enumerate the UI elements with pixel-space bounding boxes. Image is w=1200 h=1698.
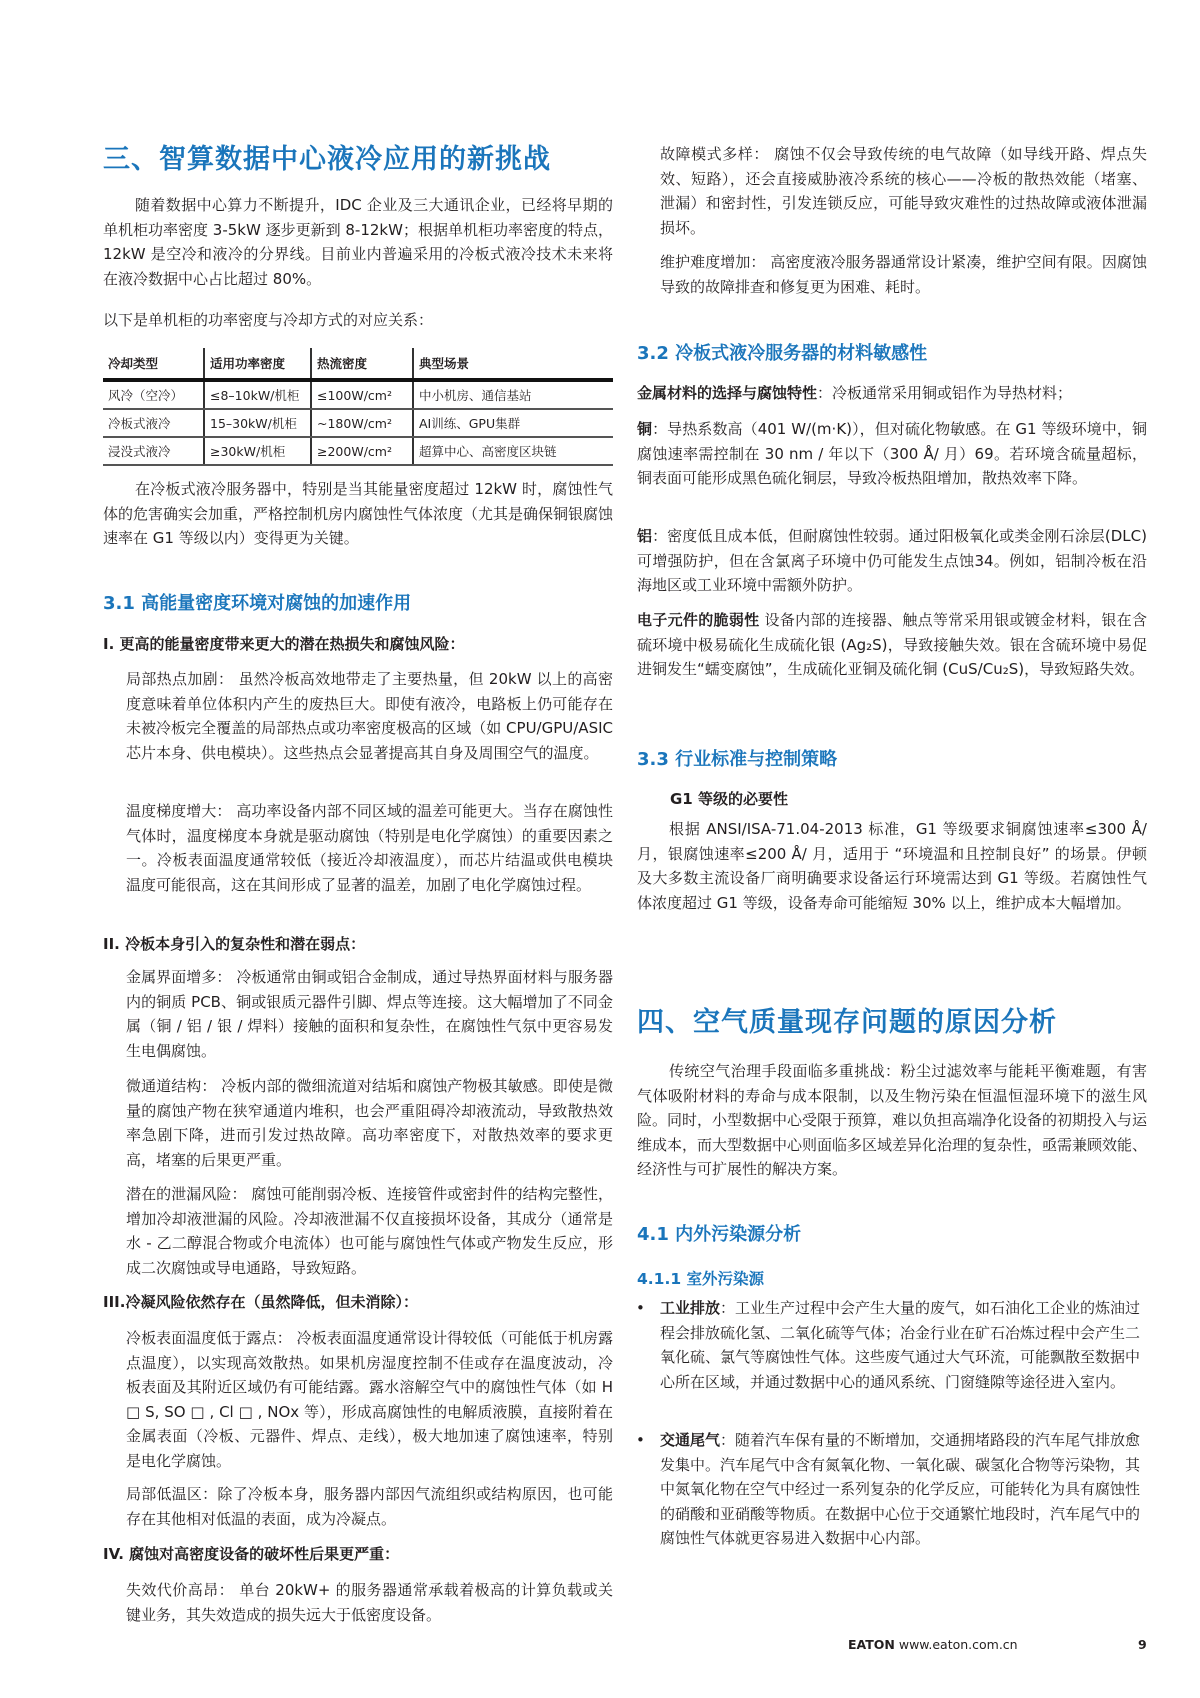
bold-label: 工业排放 — [660, 1299, 721, 1317]
footer — [848, 1637, 1018, 1652]
text: ：工业生产过程中会产生大量的废气，如石油化工企业的炼油过程会排放硫化氢、二氧化硫等气体；冶金行业在矿石冶炼过程中会产生二氧化硫、氯气等腐蚀性气体。这些废气通过大气环流，可能飘散至数据中心所在区域，并通过数据中心的通风系统、门窗缝隙等途径进入室内。 — [660, 1299, 1141, 1391]
brand-logo: EATON — [848, 1637, 895, 1652]
paragraph: 传统空气治理手段面临多重挑战：粉尘过滤效率与能耗平衡难题，有害气体吸附材料的寿命与成本限制，以及生物污染在恒温恒湿环境下的滋生风险。同时，小型数据中心受限于预算，难以负担高端净化设备的初期投入与运维成本，而大型数据中心则面临多区域差异化治理的复杂性，亟需兼顾效能、经济性与可扩展性的解决方案。 — [637, 1062, 1148, 1178]
item-heading: G1 等级的必要性 — [670, 790, 788, 808]
text: ：导热系数高（401 W/(m·K)），但对硫化物敏感。在 G1 等级环境中，铜腐蚀速率需控制在 30 nm / 年以下（300 Å/ 月）69。若环境含硫量超标，铜表面可能形成黑色硫化铜层，导致冷板热阻增加，散热效率下降。 — [637, 420, 1147, 487]
bold-label: 铝 — [637, 527, 653, 545]
paragraph: 微通道结构： 冷板内部的微细流道对结垢和腐蚀产物极其敏感。即使是微量的腐蚀产物在狭窄通道内堆积，也会严重阻碍冷却液流动，导致散热效率急剧下降，进而引发过热故障。高功率密度下，对散热效率的要求更高，堵塞的后果更严重。 — [126, 1077, 613, 1169]
paragraph: 潜在的泄漏风险： 腐蚀可能削弱冷板、连接管件或密封件的结构完整性，增加冷却液泄漏的风险。冷却液泄漏不仅直接损坏设备，其成分（通常是水 - 乙二醇混合物或介电流体）也可能与腐蚀性气体或产物发生反应，形成二次腐蚀或导电通路，导致短路。 — [126, 1185, 613, 1277]
table-cell: ≤100W/cm² — [311, 380, 413, 409]
table-header: 热流密度 — [311, 348, 413, 380]
subsection-title: 3.2 冷板式液冷服务器的材料敏感性 — [637, 343, 928, 364]
subsection-title: 3.3 行业标准与控制策略 — [637, 749, 838, 770]
table-cell: 风冷（空冷） — [103, 380, 204, 409]
text: 设备内部的连接器、触点等常采用银或镀金材料，银在含硫环境中极易硫化生成硫化银 (Ag₂S)，导致接触失效。银在含硫环境中易促进铜发生“蠕变腐蚀”，生成硫化亚铜及硫化铜 (CuS/Cu₂S)，导致短路失效。 — [637, 611, 1147, 678]
table-cell: ≥30kW/机柜 — [204, 437, 311, 465]
paragraph: 温度梯度增大： 高功率设备内部不同区域的温差可能更大。当存在腐蚀性气体时，温度梯度本身就是驱动腐蚀（特别是电化学腐蚀）的重要因素之一。冷板表面温度通常较低（接近冷却液温度），而芯片结温或供电模块温度可能很高，这在其间形成了显著的温差，加剧了电化学腐蚀过程。 — [126, 802, 613, 894]
table-header: 冷却类型 — [103, 348, 204, 380]
table-cell: ≥200W/cm² — [311, 437, 413, 465]
table-intro: 以下是单机柜的功率密度与冷却方式的对应关系： — [103, 311, 434, 329]
paragraph: 维护难度增加： 高密度液冷服务器通常设计紧凑，维护空间有限。因腐蚀导致的故障排查和修复更为困难、耗时。 — [660, 253, 1147, 296]
bold-label: 交通尾气 — [660, 1431, 721, 1449]
page-number: 9 — [1138, 1637, 1147, 1652]
bold-label: 铜 — [637, 420, 653, 438]
paragraph: 失效代价高昂： 单台 20kW+ 的服务器通常承载着极高的计算负载或关键业务，其失效造成的损失远大于低密度设备。 — [126, 1581, 613, 1624]
list-item — [636, 1428, 1147, 1551]
table-row — [103, 437, 613, 465]
bold-label: 金属材料的选择与腐蚀特性 — [637, 384, 818, 402]
subsubsection-title: 4.1.1 室外污染源 — [637, 1270, 765, 1288]
paragraph — [637, 381, 1147, 406]
text: ：随着汽车保有量的不断增加，交通拥堵路段的汽车尾气排放愈发集中。汽车尾气中含有氮氧化物、一氧化碳、碳氢化合物等污染物，其中氮氧化物在空气中经过一系列复杂的化学反应，可能转化为具有腐蚀性的硝酸和亚硝酸等物质。在数据中心位于交通繁忙地段时，汽车尾气中的腐蚀性气体就更容易进入数据中心内部。 — [660, 1431, 1141, 1547]
paragraph: 冷板表面温度低于露点： 冷板表面温度通常设计得较低（可能低于机房露点温度），以实现高效散热。如果机房湿度控制不佳或存在温度波动，冷板表面及其附近区域仍有可能结露。露水溶解空气中的腐蚀性气体（如 H □ S, SO □ , Cl □ , NOx 等），形成高腐蚀性的电解质液膜，直接附着在金属表面（冷板、元器件、焊点、走线），极大地加速了腐蚀速率，特别是电化学腐蚀。 — [126, 1329, 613, 1470]
bullet-icon: • — [636, 1299, 645, 1317]
table-cell: AI训练、GPU集群 — [413, 409, 613, 437]
table-header: 适用功率密度 — [204, 348, 311, 380]
intro-paragraph: 随着数据中心算力不断提升，IDC 企业及三大通讯企业，已经将早期的单机柜功率密度 3-5kW 逐步更新到 8-12kW；根据单机柜功率密度的特点，12kW 是空冷和液冷的分界线。目前业内普遍采用的冷板式液冷技术未来将在液冷数据中心占比超过 80%。 — [103, 196, 613, 288]
table-cell: 中小机房、通信基站 — [413, 380, 613, 409]
table-cell: 超算中心、高密度区块链 — [413, 437, 613, 465]
paragraph — [637, 524, 1147, 598]
item-heading: IV. 腐蚀对高密度设备的破坏性后果更严重： — [103, 1545, 400, 1563]
footer-url[interactable]: www.eaton.com.cn — [898, 1637, 1018, 1652]
section-title: 四、空气质量现存问题的原因分析 — [637, 1007, 1057, 1038]
table-row — [103, 409, 613, 437]
paragraph: 在冷板式液冷服务器中，特别是当其能量密度超过 12kW 时，腐蚀性气体的危害确实会加重，严格控制机房内腐蚀性气体浓度（尤其是确保铜银腐蚀速率在 G1 等级以内）变得更为关键。 — [103, 480, 614, 547]
subsection-title: 4.1 内外污染源分析 — [637, 1224, 802, 1245]
table-row — [103, 380, 613, 409]
bullet-icon: • — [636, 1431, 645, 1449]
paragraph: 局部低温区：除了冷板本身，服务器内部因气流组织或结构原因，也可能存在其他相对低温的表面，成为冷凝点。 — [126, 1485, 613, 1528]
table-cell: 浸没式液冷 — [103, 437, 204, 465]
text: ：密度低且成本低，但耐腐蚀性较弱。通过阳极氧化或类金刚石涂层(DLC)可增强防护，但在含氯离子环境中仍可能发生点蚀34。例如，铝制冷板在沿海地区或工业环境中需额外防护。 — [637, 527, 1147, 594]
section-title: 三、智算数据中心液冷应用的新挑战 — [103, 144, 551, 175]
paragraph: 局部热点加剧： 虽然冷板高效地带走了主要热量，但 20kW 以上的高密度意味着单位体积内产生的废热巨大。即使有液冷，电路板上仍可能存在未被冷板完全覆盖的局部热点或功率密度极高的区域（如 CPU/GPU/ASIC 芯片本身、供电模块）。这些热点会显著提高其自身及周围空气的温度。 — [126, 670, 613, 762]
table-cell: 15–30kW/机柜 — [204, 409, 311, 437]
table-cell: 冷板式液冷 — [103, 409, 204, 437]
cooling-table — [103, 348, 613, 466]
table-cell: ≤8–10kW/机柜 — [204, 380, 311, 409]
paragraph: 根据 ANSI/ISA-71.04-2013 标准，G1 等级要求铜腐蚀速率≤300 Å/ 月，银腐蚀速率≤200 Å/ 月，适用于 “环境温和且控制良好” 的场景。伊顿及大多数主流设备厂商明确要求设备运行环境需达到 G1 等级。若腐蚀性气体浓度超过 G1 等级，设备寿命可能缩短 30% 以上，维护成本大幅增加。 — [637, 820, 1147, 912]
table-cell: ~180W/cm² — [311, 409, 413, 437]
paragraph: 故障模式多样： 腐蚀不仅会导致传统的电气故障（如导线开路、焊点失效、短路），还会直接威胁液冷系统的核心——冷板的散热效能（堵塞、泄漏）和密封性，引发连锁反应，可能导致灾难性的过热故障或液体泄漏损坏。 — [660, 145, 1147, 237]
item-heading: II. 冷板本身引入的复杂性和潜在弱点： — [103, 935, 366, 953]
table-header: 典型场景 — [413, 348, 613, 380]
paragraph — [637, 608, 1147, 682]
paragraph: 金属界面增多： 冷板通常由铜或铝合金制成，通过导热界面材料与服务器内的铜质 PCB、铜或银质元器件引脚、焊点等连接。这大幅增加了不同金属（铜 / 铝 / 银 / 焊料）接触的面积和复杂性，在腐蚀性气氛中更容易发生电偶腐蚀。 — [126, 968, 613, 1060]
text: ：冷板通常采用铜或铝作为导热材料； — [817, 384, 1073, 402]
paragraph — [637, 417, 1147, 491]
subsection-title: 3.1 高能量密度环境对腐蚀的加速作用 — [103, 593, 412, 614]
list-item — [636, 1296, 1147, 1394]
item-heading: III.冷凝风险依然存在（虽然降低，但未消除）： — [103, 1293, 418, 1311]
item-heading: I. 更高的能量密度带来更大的潜在热损失和腐蚀风险： — [103, 635, 465, 653]
table-header-row — [103, 348, 613, 380]
bold-label: 电子元件的脆弱性 — [637, 611, 760, 629]
